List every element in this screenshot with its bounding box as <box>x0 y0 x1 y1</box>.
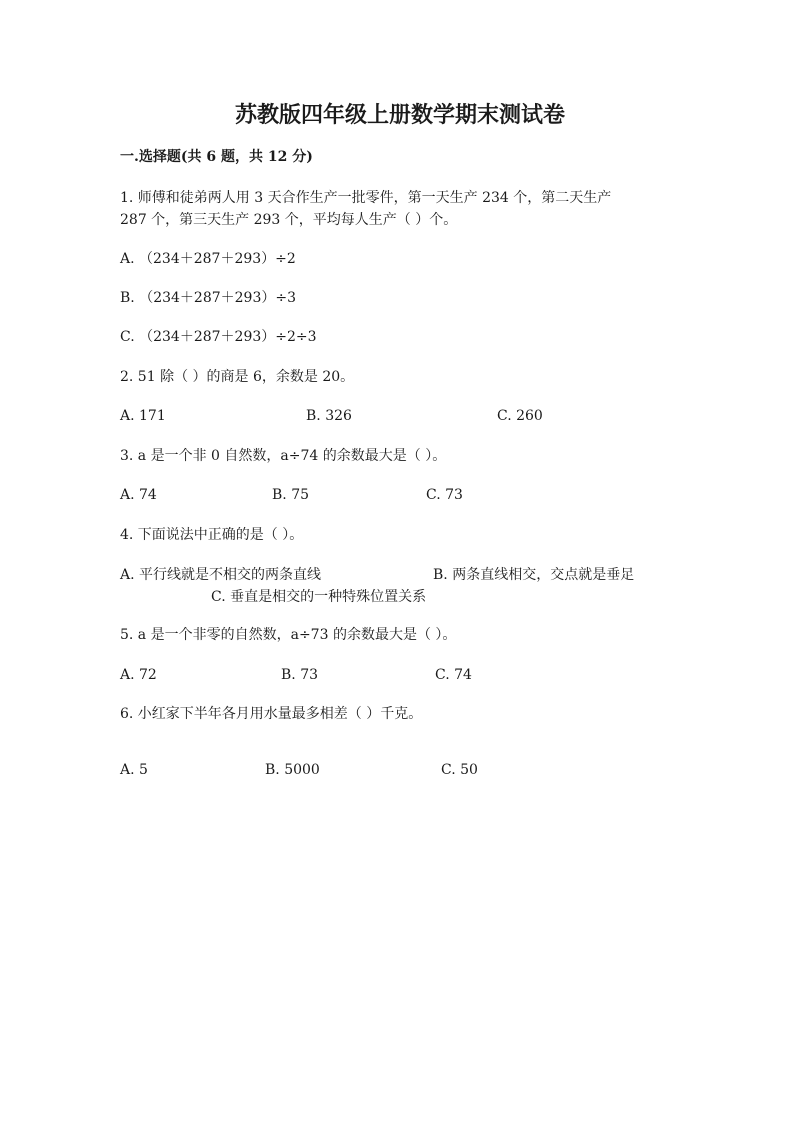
question-4-option-c: C. 垂直是相交的一种特殊位置关系 <box>211 589 427 605</box>
question-5-stem: 5. a 是一个非零的自然数，a÷73 的余数最大是（ ）。 <box>120 627 457 643</box>
question-3-option-b: B. 75 <box>272 487 310 503</box>
question-2-option-b: B. 326 <box>306 408 352 424</box>
section-heading: 一.选择题(共 6 题，共 12 分) <box>120 149 313 165</box>
question-1-line-2: 287 个，第三天生产 293 个，平均每人生产（ ）个。 <box>120 212 458 228</box>
question-3-stem: 3. a 是一个非 0 自然数，a÷74 的余数最大是（ ）。 <box>120 448 447 464</box>
page-title: 苏教版四年级上册数学期末测试卷 <box>234 102 565 128</box>
question-6-option-b: B. 5000 <box>265 762 320 778</box>
question-3-option-a: A. 74 <box>120 487 157 503</box>
question-1-line-1: 1. 师傅和徒弟两人用 3 天合作生产一批零件，第一天生产 234 个，第二天生产 <box>120 190 612 206</box>
question-4-option-b: B. 两条直线相交，交点就是垂足 <box>433 567 635 583</box>
question-2-option-a: A. 171 <box>120 408 166 424</box>
question-4-stem: 4. 下面说法中正确的是（ ）。 <box>120 527 304 543</box>
question-5-option-a: A. 72 <box>120 667 157 683</box>
question-1-option-a: A. （234＋287＋293）÷2 <box>120 251 296 267</box>
question-6-option-c: C. 50 <box>441 762 478 778</box>
question-2-stem: 2. 51 除（ ）的商是 6，余数是 20。 <box>120 369 355 385</box>
question-3-option-c: C. 73 <box>426 487 463 503</box>
question-1-option-c: C. （234＋287＋293）÷2÷3 <box>120 329 317 345</box>
question-4-option-a: A. 平行线就是不相交的两条直线 <box>120 567 322 583</box>
question-6-stem: 6. 小红家下半年各月用水量最多相差（ ）千克。 <box>120 706 423 722</box>
question-1-option-b: B. （234＋287＋293）÷3 <box>120 290 296 306</box>
question-5-option-c: C. 74 <box>435 667 472 683</box>
question-5-option-b: B. 73 <box>281 667 319 683</box>
question-6-option-a: A. 5 <box>120 762 148 778</box>
question-2-option-c: C. 260 <box>497 408 543 424</box>
